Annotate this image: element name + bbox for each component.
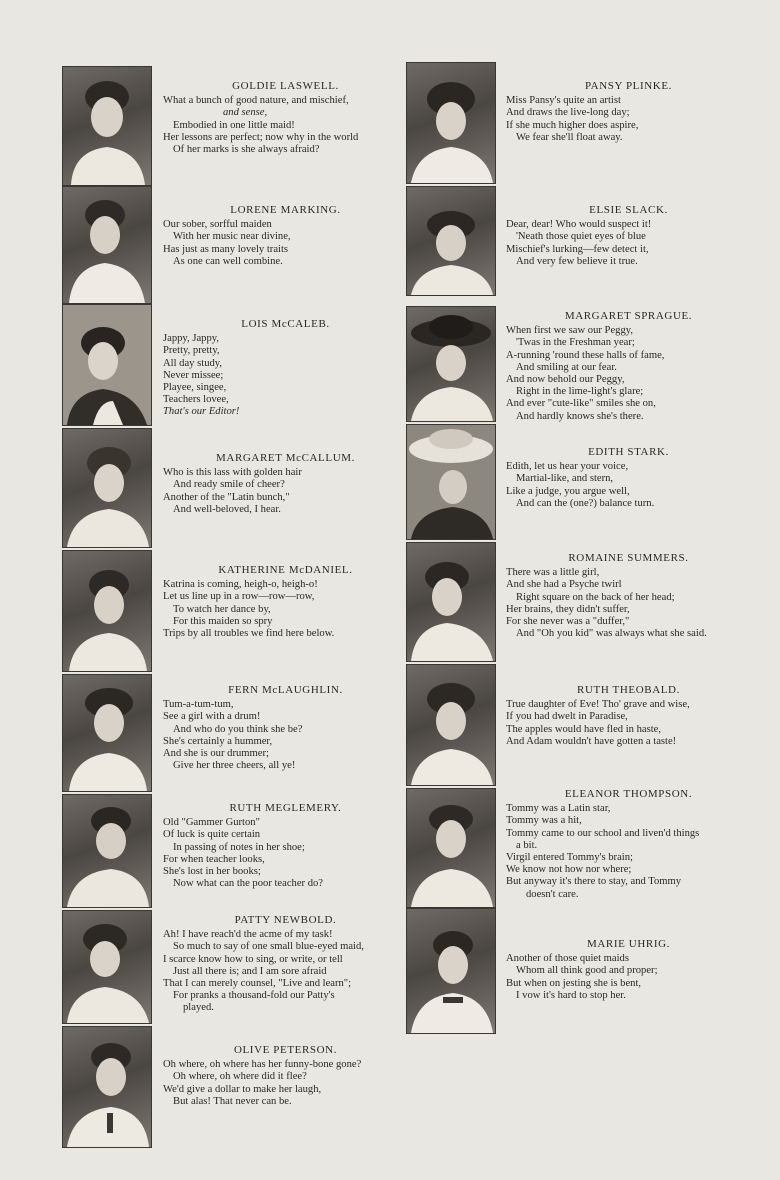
verse-line: And draws the live-long day; xyxy=(506,107,630,119)
portrait-photo xyxy=(406,306,496,422)
verse-line: Embodied in one little maid! xyxy=(173,119,295,131)
verse-line: And smiling at our fear. xyxy=(516,361,617,373)
verse-line: We'd give a dollar to make her laugh, xyxy=(163,1083,322,1095)
portrait-photo xyxy=(406,908,496,1034)
verse-line: Trips by all troubles we find here below. xyxy=(163,628,335,640)
verse-line: Playee, singee, xyxy=(163,382,227,394)
verse-line: Right square on the back of her head; xyxy=(516,591,675,603)
student-name: PANSY PLINKE. xyxy=(584,80,673,92)
verse-line: For pranks a thousand-fold our Patty's xyxy=(173,990,335,1002)
verse-line: All day study, xyxy=(163,357,223,369)
student-name: FERN McLAUGHLIN. xyxy=(228,684,343,696)
verse-line: For when teacher looks, xyxy=(163,853,265,865)
verse-line: And hardly knows she's there. xyxy=(516,410,644,422)
student-name: LOIS McCALEB. xyxy=(241,318,330,330)
verse-line: If you had dwelt in Paradise, xyxy=(506,711,628,723)
verse-line: She's lost in her books; xyxy=(163,866,261,878)
verse-line: Old "Gammer Gurton" xyxy=(163,817,260,829)
verse-line: And she is our drummer; xyxy=(163,748,269,760)
verse-line: Oh where, oh where has her funny-bone gone? xyxy=(163,1059,362,1071)
verse-line: But alas! That never can be. xyxy=(173,1095,292,1107)
verse-line: Tommy was a Latin star, xyxy=(506,803,611,815)
verse-line: And well-beloved, I hear. xyxy=(173,503,281,515)
verse-line: Virgil entered Tommy's brain; xyxy=(506,852,633,864)
verse-line: And who do you think she be? xyxy=(173,723,303,735)
verse-line: and sense, xyxy=(223,107,268,119)
verse-line: Tommy came to our school and liven'd things xyxy=(506,827,700,839)
verse-line: Her brains, they didn't suffer, xyxy=(506,603,630,615)
student-name: PATTY NEWBOLD. xyxy=(234,914,337,926)
verse-line: Now what can the poor teacher do? xyxy=(173,878,324,890)
student-name: RUTH THEOBALD. xyxy=(577,684,680,696)
entry-text xyxy=(506,552,751,640)
verse-line: Oh where, oh where did it flee? xyxy=(173,1071,307,1083)
student-name: MARGARET McCALLUM. xyxy=(216,452,355,464)
verse-line: Has just as many lovely traits xyxy=(163,243,289,255)
verse-line: Dear, dear! Who would suspect it! xyxy=(506,219,652,231)
verse-line: Ah! I have reach'd the acme of my task! xyxy=(163,929,333,941)
verse-line: Give her three cheers, all ye! xyxy=(173,760,296,772)
verse-line: Our sober, sorfful maiden xyxy=(163,219,272,231)
verse-line: True daughter of Eve! Tho' grave and wise, xyxy=(506,699,690,711)
verse-line: Katrina is coming, heigh-o, heigh-o! xyxy=(163,579,318,591)
verse-line: Another of the "Latin bunch," xyxy=(163,491,290,503)
verse-line: Her lessons are perfect; now why in the world xyxy=(163,131,359,143)
student-name: ELSIE SLACK. xyxy=(589,204,668,216)
verse-line: And Adam wouldn't have gotten a taste! xyxy=(506,735,677,747)
verse-line: Of her marks is she always afraid? xyxy=(173,144,320,156)
verse-line: She's certainly a hummer, xyxy=(163,735,273,747)
portrait-photo xyxy=(406,664,496,786)
student-name: EDITH STARK. xyxy=(588,446,669,458)
verse-line: Mischief's lurking—few detect it, xyxy=(506,243,649,255)
verse-line: In passing of notes in her shoe; xyxy=(173,841,305,853)
verse-line: If she much higher does aspire, xyxy=(506,119,639,131)
verse-line: Edith, let us hear your voice, xyxy=(506,461,629,473)
portrait-photo xyxy=(62,428,152,548)
verse-line: And can the (one?) balance turn. xyxy=(516,497,655,509)
entry-text xyxy=(163,452,408,516)
student-name: ROMAINE SUMMERS. xyxy=(568,552,689,564)
entry-text xyxy=(163,80,408,156)
verse-line: And "Oh you kid" was always what she said. xyxy=(516,628,707,640)
verse-line: Martial-like, and stern, xyxy=(516,473,614,485)
verse-line: Teachers lovee, xyxy=(163,394,229,406)
portrait-photo xyxy=(62,66,152,186)
verse-line: doesn't care. xyxy=(526,888,579,900)
verse-line: Who is this lass with golden hair xyxy=(163,467,302,479)
verse-line: Right in the lime-light's glare; xyxy=(516,386,644,398)
entry-text xyxy=(163,564,408,640)
entry-text xyxy=(506,204,751,268)
portrait-photo xyxy=(406,62,496,184)
entry-text xyxy=(506,80,751,144)
verse-line: There was a little girl, xyxy=(506,567,600,579)
portrait-photo xyxy=(406,788,496,908)
portrait-photo xyxy=(62,550,152,672)
verse-line: And very few believe it true. xyxy=(516,255,638,267)
entry-text xyxy=(506,684,751,748)
student-name: MARGARET SPRAGUE. xyxy=(564,310,693,322)
verse-line: For this maiden so spry xyxy=(173,615,273,627)
verse-line: That I can merely counsel, "Live and learn"; xyxy=(163,978,352,990)
verse-line: To watch her dance by, xyxy=(173,603,271,615)
portrait-photo xyxy=(406,424,496,540)
verse-line: As one can well combine. xyxy=(173,255,283,267)
student-name: ELEANOR THOMPSON. xyxy=(564,788,693,800)
verse-line: Miss Pansy's quite an artist xyxy=(506,95,621,107)
entry-text xyxy=(506,938,751,1002)
entry-text xyxy=(163,204,408,268)
entry-text xyxy=(506,310,751,423)
portrait-photo xyxy=(406,186,496,296)
verse-line: A-running 'round these halls of fame, xyxy=(506,349,665,361)
verse-line: We fear she'll float away. xyxy=(516,131,623,143)
verse-line: But when on jesting she is bent, xyxy=(506,977,642,989)
student-name: GOLDIE LASWELL. xyxy=(232,80,339,92)
verse-line: Another of those quiet maids xyxy=(506,953,629,965)
portrait-photo xyxy=(62,674,152,792)
portrait-photo xyxy=(406,542,496,662)
verse-line: And ready smile of cheer? xyxy=(173,479,285,491)
verse-line: Tum-a-tum-tum, xyxy=(163,699,234,711)
entry-text xyxy=(506,446,751,510)
verse-line: And now behold our Peggy, xyxy=(506,374,625,386)
verse-line: So much to say of one small blue-eyed maid, xyxy=(173,941,364,953)
portrait-photo xyxy=(62,1026,152,1148)
verse-line: Pretty, pretty, xyxy=(163,345,220,357)
verse-line: That's our Editor! xyxy=(163,406,240,418)
verse-line: With her music near divine, xyxy=(173,231,291,243)
verse-line: Whom all think good and proper; xyxy=(516,965,658,977)
entry-text xyxy=(506,788,751,901)
entry-text xyxy=(163,684,408,772)
verse-line: See a girl with a drum! xyxy=(163,711,261,723)
verse-line: But anyway it's there to stay, and Tommy xyxy=(506,876,682,888)
portrait-photo xyxy=(62,186,152,304)
verse-line: For she never was a "duffer," xyxy=(506,616,630,628)
verse-line: I vow it's hard to stop her. xyxy=(516,989,626,1001)
verse-line: I scarce know how to sing, or write, or tell xyxy=(163,953,343,965)
entry-text xyxy=(163,318,408,419)
verse-line: What a bunch of good nature, and mischief, xyxy=(163,95,349,107)
portrait-photo xyxy=(62,304,152,426)
verse-line: And ever "cute-like" smiles she on, xyxy=(506,398,656,410)
verse-line: We know not how nor where; xyxy=(506,864,632,876)
verse-line: Just all there is; and I am sore afraid xyxy=(173,965,327,977)
verse-line: Never missee; xyxy=(163,369,224,381)
entry-text xyxy=(163,914,408,1015)
verse-line: played. xyxy=(183,1002,214,1014)
verse-line: 'Neath those quiet eyes of blue xyxy=(516,231,646,243)
student-name: LORENE MARKING. xyxy=(230,204,341,216)
student-name: MARIE UHRIG. xyxy=(587,938,670,950)
verse-line: a bit. xyxy=(516,839,538,851)
verse-line: Like a judge, you argue well, xyxy=(506,485,630,497)
verse-line: Of luck is quite certain xyxy=(163,829,261,841)
verse-line: Let us line up in a row—row—row, xyxy=(163,591,315,603)
portrait-photo xyxy=(62,794,152,908)
student-name: KATHERINE McDANIEL. xyxy=(218,564,353,576)
verse-line: The apples would have fled in haste, xyxy=(506,723,662,735)
verse-line: And she had a Psyche twirl xyxy=(506,579,622,591)
verse-line: Tommy was a hit, xyxy=(506,815,582,827)
portrait-photo xyxy=(62,910,152,1024)
verse-line: Jappy, Jappy, xyxy=(163,333,219,345)
verse-line: When first we saw our Peggy, xyxy=(506,325,633,337)
verse-line: 'Twas in the Freshman year; xyxy=(516,337,635,349)
entry-text xyxy=(163,1044,408,1108)
student-name: OLIVE PETERSON. xyxy=(233,1044,338,1056)
student-name: RUTH MEGLEMERY. xyxy=(229,802,342,814)
entry-text xyxy=(163,802,408,890)
